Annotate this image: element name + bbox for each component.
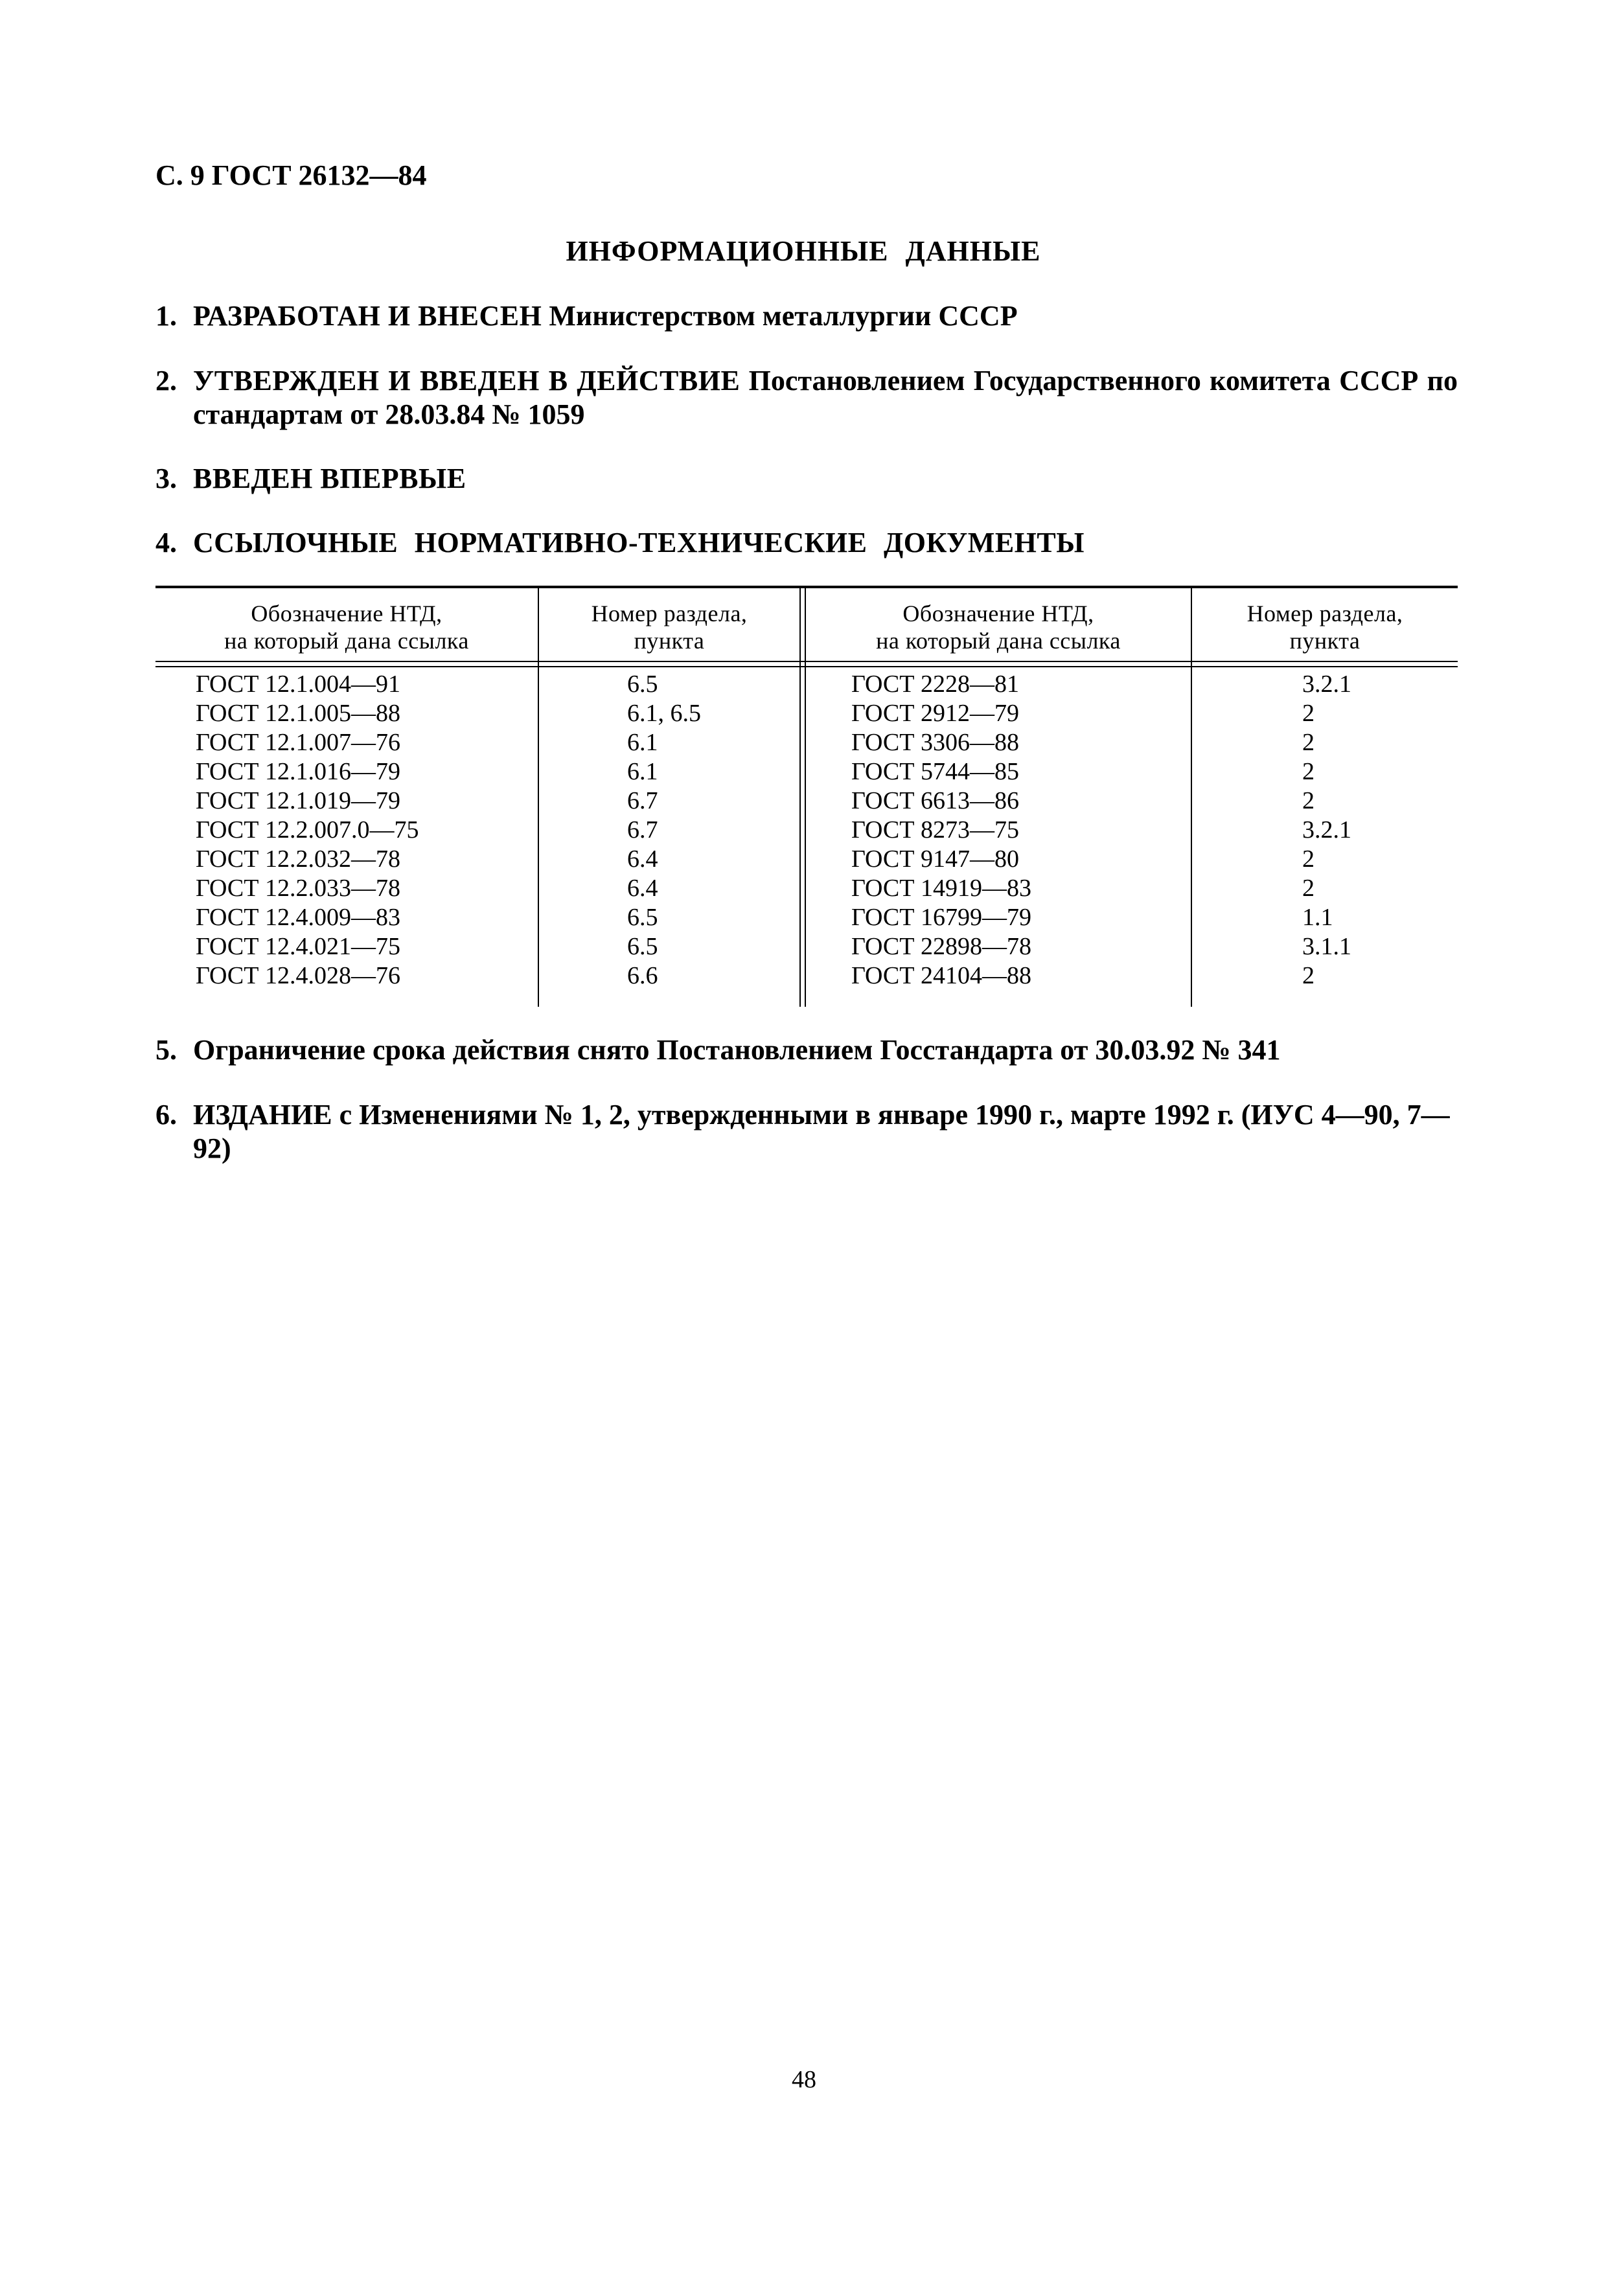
item-text (193, 1098, 1458, 1165)
item-text (193, 462, 1458, 496)
table-cell: 6.7 (627, 816, 658, 844)
table-cell: 6.4 (627, 875, 658, 902)
table-header-rule (155, 661, 1458, 662)
table-header-designation: Обозначение НТД, на который дана ссылка (876, 601, 1121, 654)
table-cell: 6.1 (627, 758, 658, 785)
item-number: 3. (155, 463, 177, 494)
table-cell: 2 (1302, 758, 1315, 785)
table-cell: 3.2.1 (1302, 816, 1351, 844)
table-cell: ГОСТ 6613—86 (851, 787, 1019, 814)
table-cell: 1.1 (1302, 904, 1333, 931)
page-header: С. 9 ГОСТ 26132—84 (155, 159, 427, 191)
item-number: 1. (155, 300, 177, 332)
table-cell: ГОСТ 12.1.019—79 (196, 787, 400, 814)
item-lead: ВВЕДЕН ВПЕРВЫЕ (193, 463, 466, 494)
info-item-6 (155, 1098, 1458, 1165)
info-item-4 (155, 526, 1458, 560)
info-item-5 (155, 1033, 1458, 1067)
item-number: 4. (155, 527, 177, 558)
reference-documents-table (155, 586, 1458, 1007)
table-header-section: Номер раздела, пункта (1246, 601, 1403, 654)
item-text (193, 364, 1458, 431)
table-cell: 6.1, 6.5 (627, 700, 701, 727)
table-cell: ГОСТ 8273—75 (851, 816, 1019, 844)
table-cell: ГОСТ 12.1.005—88 (196, 700, 400, 727)
info-item-3 (155, 462, 1458, 496)
item-body: ИЗДАНИЕ с Изменениями № 1, 2, утвержденными в январе 1990 г., марте 1992 г. (ИУС 4—90, 7—92) (193, 1099, 1450, 1164)
table-row (155, 757, 1458, 786)
table-row (155, 932, 1458, 961)
table-cell: ГОСТ 5744—85 (851, 758, 1019, 785)
table-row (155, 874, 1458, 903)
table-cell: ГОСТ 12.1.007—76 (196, 729, 400, 756)
table-cell: ГОСТ 2912—79 (851, 700, 1019, 727)
item-body: Ограничение срока действия снято Постановлением Госстандарта от 30.03.92 № 341 (193, 1034, 1281, 1066)
table-cell: 6.6 (627, 962, 658, 989)
table-cell: 3.1.1 (1302, 933, 1351, 960)
table-row (155, 903, 1458, 932)
table-cell: ГОСТ 22898—78 (851, 933, 1031, 960)
table-cell: 6.7 (627, 787, 658, 814)
table-cell: 2 (1302, 962, 1315, 989)
table-cell: ГОСТ 12.4.009—83 (196, 904, 400, 931)
table-cell: ГОСТ 12.2.032—78 (196, 845, 400, 873)
table-body (155, 670, 1458, 991)
item-text (193, 526, 1458, 560)
table-row (155, 728, 1458, 757)
item-lead: УТВЕРЖДЕН И ВВЕДЕН В ДЕЙСТВИЕ (193, 365, 741, 396)
table-cell: ГОСТ 9147—80 (851, 845, 1019, 873)
table-row (155, 961, 1458, 991)
table-cell: ГОСТ 14919—83 (851, 875, 1031, 902)
table-row (155, 845, 1458, 874)
table-row (155, 816, 1458, 845)
table-header-section: Номер раздела, пункта (591, 601, 748, 654)
table-header-rule (155, 666, 1458, 667)
item-lead: ССЫЛОЧНЫЕ НОРМАТИВНО-ТЕХНИЧЕСКИЕ ДОКУМЕНТЫ (193, 527, 1085, 558)
table-cell: 6.1 (627, 729, 658, 756)
item-text (193, 1033, 1458, 1067)
page-number: 48 (792, 2066, 816, 2093)
table-header-designation: Обозначение НТД, на который дана ссылка (224, 601, 469, 654)
item-text (193, 299, 1458, 333)
table-cell: ГОСТ 12.2.033—78 (196, 875, 400, 902)
item-body: Постановлением Государственного комитета СССР по стандартам от 28.03.84 № 1059 (193, 365, 1458, 430)
table-cell: 2 (1302, 787, 1315, 814)
table-cell: 2 (1302, 729, 1315, 756)
table-cell: ГОСТ 12.2.007.0—75 (196, 816, 419, 844)
table-cell: ГОСТ 12.1.016—79 (196, 758, 400, 785)
item-number: 5. (155, 1034, 177, 1066)
table-cell: 6.5 (627, 671, 658, 698)
table-cell: 2 (1302, 875, 1315, 902)
table-cell: ГОСТ 2228—81 (851, 671, 1019, 698)
table-cell: ГОСТ 3306—88 (851, 729, 1019, 756)
table-cell: 2 (1302, 845, 1315, 873)
table-row (155, 670, 1458, 699)
info-item-2 (155, 364, 1458, 431)
item-number: 2. (155, 365, 177, 396)
info-item-1 (155, 299, 1458, 333)
table-cell: ГОСТ 16799—79 (851, 904, 1031, 931)
table-top-rule (155, 586, 1458, 588)
section-title: ИНФОРМАЦИОННЫЕ ДАННЫЕ (566, 235, 1041, 267)
table-cell: 2 (1302, 700, 1315, 727)
table-row (155, 786, 1458, 816)
table-cell: ГОСТ 12.4.028—76 (196, 962, 400, 989)
table-cell: 3.2.1 (1302, 671, 1351, 698)
item-number: 6. (155, 1099, 177, 1131)
table-cell: 6.5 (627, 904, 658, 931)
item-body: Министерством металлургии СССР (542, 300, 1018, 332)
table-cell: 6.5 (627, 933, 658, 960)
table-row (155, 699, 1458, 728)
table-cell: ГОСТ 24104—88 (851, 962, 1031, 989)
table-cell: ГОСТ 12.4.021—75 (196, 933, 400, 960)
table-cell: ГОСТ 12.1.004—91 (196, 671, 400, 698)
item-lead: РАЗРАБОТАН И ВНЕСЕН (193, 300, 542, 332)
table-cell: 6.4 (627, 845, 658, 873)
